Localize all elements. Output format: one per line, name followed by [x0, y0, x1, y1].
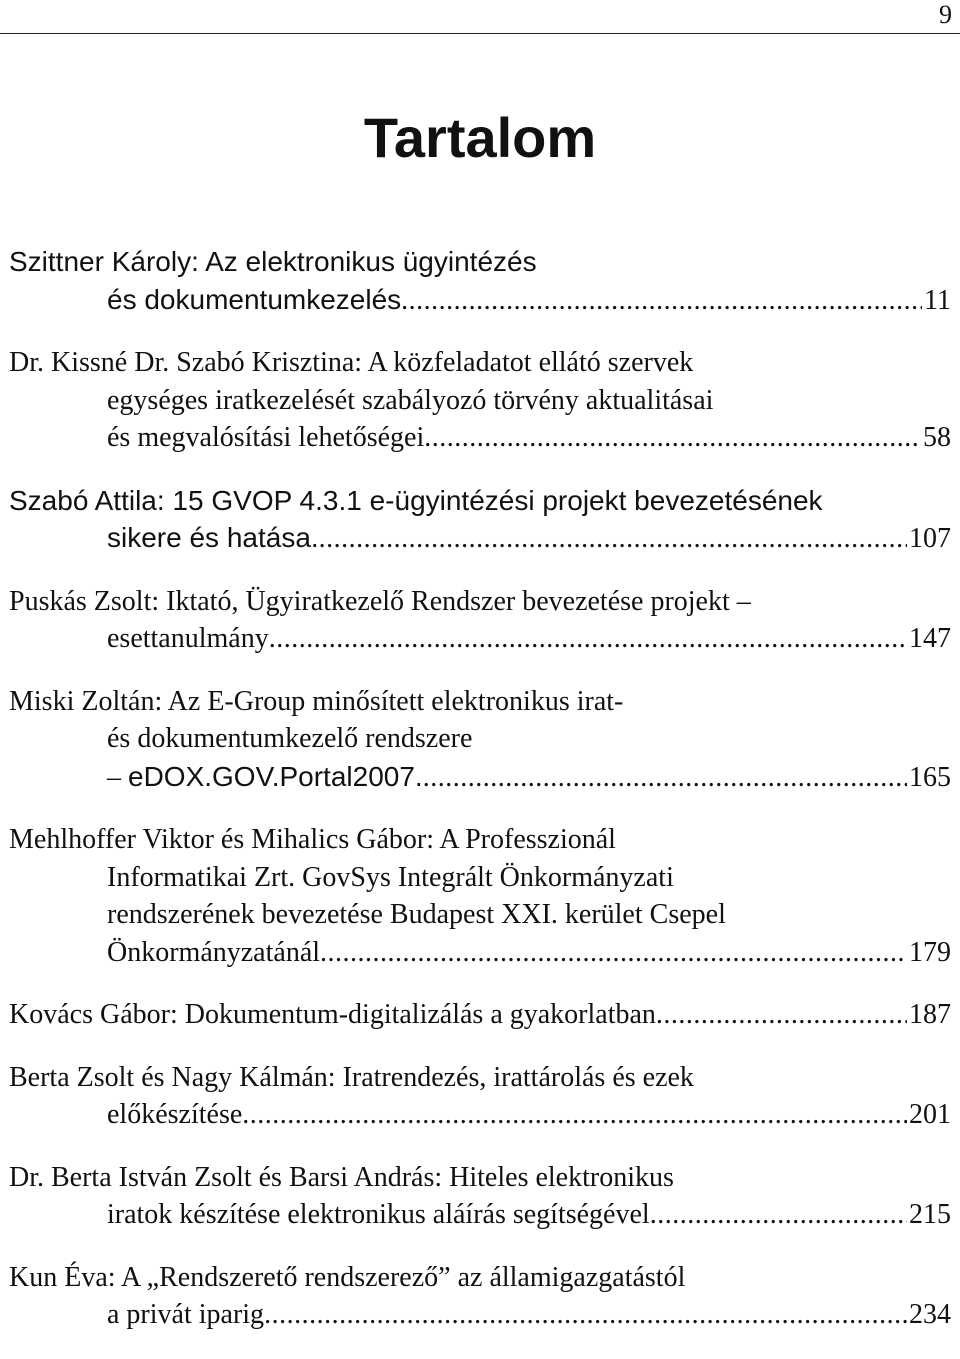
leader-dots: [264, 1296, 907, 1334]
toc-entry-title-line: előkészítése: [107, 1099, 243, 1130]
toc-entry-title-line: Önkormányzatánál: [107, 936, 321, 968]
toc-entry-title-line: eDOX.GOV.Portal2007.: [128, 760, 423, 792]
toc-entry[interactable]: [9, 583, 951, 658]
leader-dots: [319, 520, 907, 558]
leader-dots: [320, 934, 907, 972]
toc-entry[interactable]: [9, 482, 951, 558]
toc-entry-title-line: Mehlhoffer Viktor és Mihalics Gábor: A Professzionál: [9, 824, 616, 855]
toc-entry-title-line: a privát iparig: [107, 1299, 265, 1330]
toc-entry-title-line: esettanulmány: [107, 623, 269, 654]
toc-entry-title-line: és dokumentumkezelés: [107, 283, 402, 315]
toc-entry-title-line: Puskás Zsolt: Iktató, Ügyiratkezelő Rendszer bevezetése projekt –: [9, 585, 751, 617]
toc-page-number: 187: [909, 999, 951, 1030]
toc-page-number: 165: [909, 761, 951, 793]
toc-entry[interactable]: [9, 1159, 951, 1234]
toc-page-number: 147: [909, 623, 951, 654]
toc-entry[interactable]: [9, 1259, 951, 1334]
toc-entry-title-line: sikere és hatása.: [107, 522, 319, 553]
toc-entry-title-line: Szabó Attila: 15 GVOP 4.3.1 e-ügyintézési projekt bevezetésének: [9, 484, 823, 516]
toc-entry-title-line: és dokumentumkezelő rendszere: [107, 723, 473, 754]
toc-page-number: 11: [924, 284, 951, 316]
toc-entry-title-line: Dr. Berta István Zsolt és Barsi András: Hiteles elektronikus: [9, 1161, 674, 1193]
header-rule: [0, 33, 960, 34]
toc-entry[interactable]: [9, 683, 951, 797]
leader-dots: [242, 1096, 907, 1134]
toc-entry[interactable]: [9, 996, 951, 1034]
toc-page-number: 58: [923, 422, 951, 453]
toc-entry-title-line: Kun Éva: A „Rendszerető rendszerező” az államigazgatástól: [9, 1261, 686, 1293]
leader-dots: [650, 1196, 907, 1234]
toc-entry-title-line: Informatikai Zrt. GovSys Integrált Önkormányzati: [107, 861, 674, 893]
toc-entry-title-line: Kovács Gábor: Dokumentum-digitalizálás a gyakorlatban: [9, 999, 656, 1030]
toc-page-number: 234: [909, 1299, 951, 1330]
page-number: 9: [939, 0, 952, 29]
leader-dots: [424, 419, 921, 457]
toc-entry-title-line: rendszerének bevezetése Budapest XXI. kerület Csepel: [107, 899, 726, 930]
leader-dots: [401, 282, 922, 320]
toc-entry[interactable]: [9, 344, 951, 457]
leader-dots: [269, 620, 907, 658]
toc-page-number: 215: [909, 1199, 951, 1230]
toc-entry-title-line: Szittner Károly: Az elektronikus ügyintézés: [9, 246, 537, 277]
toc-page-number: 107: [909, 523, 951, 554]
toc-entry-dash: –: [107, 761, 128, 793]
toc-entry-title-line: iratok készítése elektronikus aláírás segítségével: [107, 1199, 650, 1230]
toc-entry-title-line: és megvalósítási lehetőségei: [107, 422, 425, 453]
toc-entry-title-line: egységes iratkezelését szabályozó törvény aktualitásai: [107, 384, 714, 416]
toc-entry-title-line: Dr. Kissné Dr. Szabó Krisztina: A közfeladatot ellátó szervek: [9, 347, 694, 378]
leader-dots: [423, 759, 907, 797]
toc-entry-title-line: Miski Zoltán: Az E-Group minősített elektronikus irat-: [9, 685, 624, 717]
toc-page-number: 179: [909, 936, 951, 968]
leader-dots: [656, 996, 907, 1034]
page-title: Tartalom: [363, 106, 597, 169]
toc-entry-title-line: Berta Zsolt és Nagy Kálmán: Iratrendezés, irattárolás és ezek: [9, 1061, 694, 1093]
toc-entry[interactable]: [9, 1059, 951, 1134]
toc-page-number: 201: [909, 1099, 951, 1130]
toc-entry[interactable]: [9, 821, 951, 971]
table-of-contents: [9, 243, 951, 1359]
toc-entry[interactable]: [9, 243, 951, 319]
